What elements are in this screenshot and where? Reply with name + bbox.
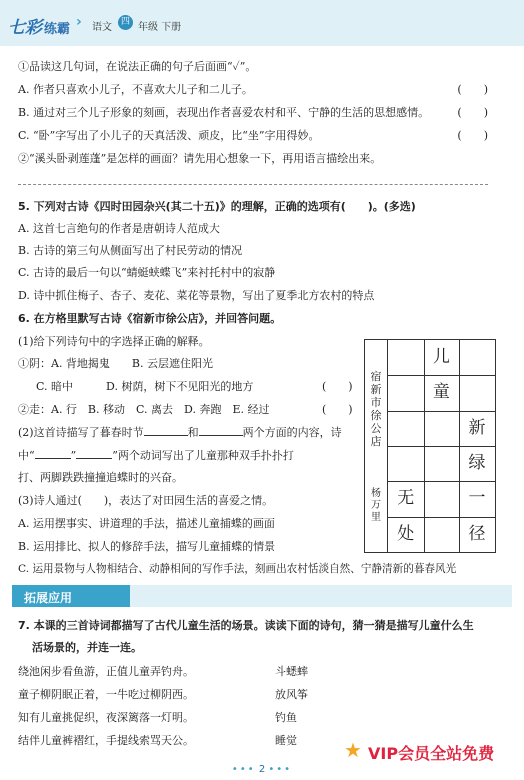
dots-icon: ••• [268, 764, 293, 775]
option-a: A. 作者只喜欢小儿子，不喜欢大儿子和二儿子。 [18, 83, 253, 96]
poem-cell[interactable]: 儿 [432, 347, 450, 367]
q6-sub2b-mid: ” [70, 449, 77, 462]
grade-label: 年级 下册 [138, 22, 182, 33]
q6-s1b: C. 暗中 D. 树荫，树下不见阳光的地方 [36, 380, 254, 393]
dots-icon: ••• [231, 764, 256, 775]
q6-sub2b-post: ”两个动词写出了儿童那种双手扑扑打 [112, 449, 294, 462]
vip-watermark: VIP会员全站免费 [368, 744, 495, 763]
poem-grid [364, 339, 496, 553]
answer-paren-a[interactable]: ( ) [457, 83, 488, 96]
q7-match-4[interactable]: 睡觉 [275, 734, 297, 747]
q7-match-3[interactable]: 钓鱼 [275, 711, 297, 724]
q5-option-c: C. 古诗的最后一句以“蜻蜓蛱蝶飞”来衬托村中的寂静 [18, 266, 276, 279]
chevron-right-icon: › [76, 14, 82, 30]
poem-author: 杨万里 [371, 488, 381, 523]
q6-s1c: ②走：A. 行 B. 移动 C. 离去 D. 奔跑 E. 经过 [18, 403, 270, 416]
q6-sub3: (3)诗人通过( )，表达了对田园生活的喜爱之情。 [18, 494, 274, 507]
q6-s3c: C. 运用景物与人物相结合、动静相间的写作手法，刻画出农村恬淡自然、宁静清新的暮春风光 [18, 563, 457, 575]
q5-option-b: B. 古诗的第三句从侧面写出了村民劳动的情况 [18, 244, 243, 257]
q6-sub2a-post: 两个方面的内容，诗 [242, 426, 342, 439]
poem-cell[interactable]: 新 [468, 417, 486, 438]
q5-stem: 5. 下列对古诗《四时田园杂兴(其二十五)》的理解，正确的选项有( )。(多选) [18, 200, 416, 213]
q-describe: ②“溪头卧剥莲蓬”是怎样的画面？请先用心想象一下，再用语言描绘出来。 [18, 152, 382, 165]
section-title: 拓展应用 [24, 591, 73, 605]
page-header [0, 0, 524, 46]
answer-paren-b[interactable]: ( ) [457, 106, 488, 119]
q6-s3b: B. 运用排比、拟人的修辞手法，描写儿童捕蝶的情景 [18, 540, 276, 553]
q6-s1b-paren[interactable]: ( ) [322, 380, 353, 393]
q6-s1a: ①阴：A. 背地揭鬼 B. 云层遮住阳光 [18, 357, 214, 370]
poem-cell[interactable]: 童 [432, 382, 450, 403]
brand-sub: 练霸 [44, 22, 71, 37]
q5-option-d: D. 诗中抓住梅子、杏子、麦花、菜花等景物，写出了夏季北方农村的特点 [18, 289, 375, 302]
poem-cell[interactable]: 无 [397, 488, 415, 509]
q7-line-1[interactable]: 绕池闲步看鱼游，正值儿童弄钓舟。 [18, 665, 194, 678]
q6-sub2a-mid: 和 [187, 426, 199, 439]
q7-line-3[interactable]: 知有儿童挑促织，夜深篱落一灯明。 [18, 711, 194, 724]
q6-sub2a [18, 424, 342, 440]
q7-match-2[interactable]: 放风筝 [275, 688, 308, 701]
answer-line[interactable] [18, 184, 488, 185]
poem-title: 宿新市徐公店 [370, 370, 382, 448]
q6-sub2b [18, 447, 294, 463]
poem-cell[interactable]: 处 [397, 523, 415, 544]
poem-sidebar [365, 340, 388, 552]
grade-badge: 四 [118, 15, 133, 30]
q7-stem-2: 活场景的，并连一连。 [32, 641, 142, 654]
brand-name: 七彩 [8, 18, 42, 38]
q6-sub1: (1)给下列诗句中的字选择正确的解释。 [18, 335, 210, 348]
poem-cell[interactable]: 绿 [468, 453, 486, 473]
poem-cells[interactable] [388, 340, 495, 552]
subject-label: 语文 [92, 22, 112, 33]
star-icon: ★ [344, 738, 362, 762]
q7-line-4[interactable]: 结伴儿童裤褶红，手提线索骂天公。 [18, 734, 194, 747]
page-number: 2 [258, 764, 266, 775]
blank-1[interactable] [144, 425, 188, 436]
blank-3[interactable] [35, 448, 71, 459]
answer-paren-c[interactable]: ( ) [457, 129, 488, 142]
q6-sub2a-pre: (2)这首诗描写了暮春时节 [18, 426, 144, 439]
blank-2[interactable] [199, 425, 243, 436]
q6-sub2c: 打、两脚跌跌撞撞追蝶时的兴奋。 [18, 471, 183, 484]
option-b: B. 通过对三个儿子形象的刻画，表现出作者喜爱农村和平、宁静的生活的思想感情。 [18, 106, 430, 119]
q7-match-1[interactable]: 斗蟋蟀 [275, 665, 308, 678]
poem-cell[interactable]: 径 [468, 523, 486, 544]
q-intro: ①品读这几句词，在说法正确的句子后面画“✓”。 [18, 60, 257, 73]
q6-stem: 6. 在方格里默写古诗《宿新市徐公店》，并回答问题。 [18, 312, 282, 325]
blank-4[interactable] [76, 448, 112, 459]
poem-cell[interactable]: 一 [468, 488, 486, 509]
q7-stem: 7. 本课的三首诗词都描写了古代儿童生活的场景。读读下面的诗句，猜一猜是描写儿童什么生 [18, 619, 474, 632]
page-footer [0, 764, 524, 775]
q7-line-2[interactable]: 童子柳阴眠正着，一牛吃过柳阴西。 [18, 688, 194, 701]
section-header [0, 585, 524, 607]
q6-s3a: A. 运用摆事实、讲道理的手法，描述儿童捕蝶的画面 [18, 517, 275, 530]
option-c: C. “卧”字写出了小儿子的天真活泼、顽皮，比“坐”字用得妙。 [18, 129, 320, 142]
q5-option-a: A. 这首七言绝句的作者是唐朝诗人范成大 [18, 222, 220, 235]
q6-sub2b-pre: 中“ [18, 449, 35, 462]
q6-s1c-paren[interactable]: ( ) [322, 403, 353, 416]
brand-logo [8, 13, 70, 38]
